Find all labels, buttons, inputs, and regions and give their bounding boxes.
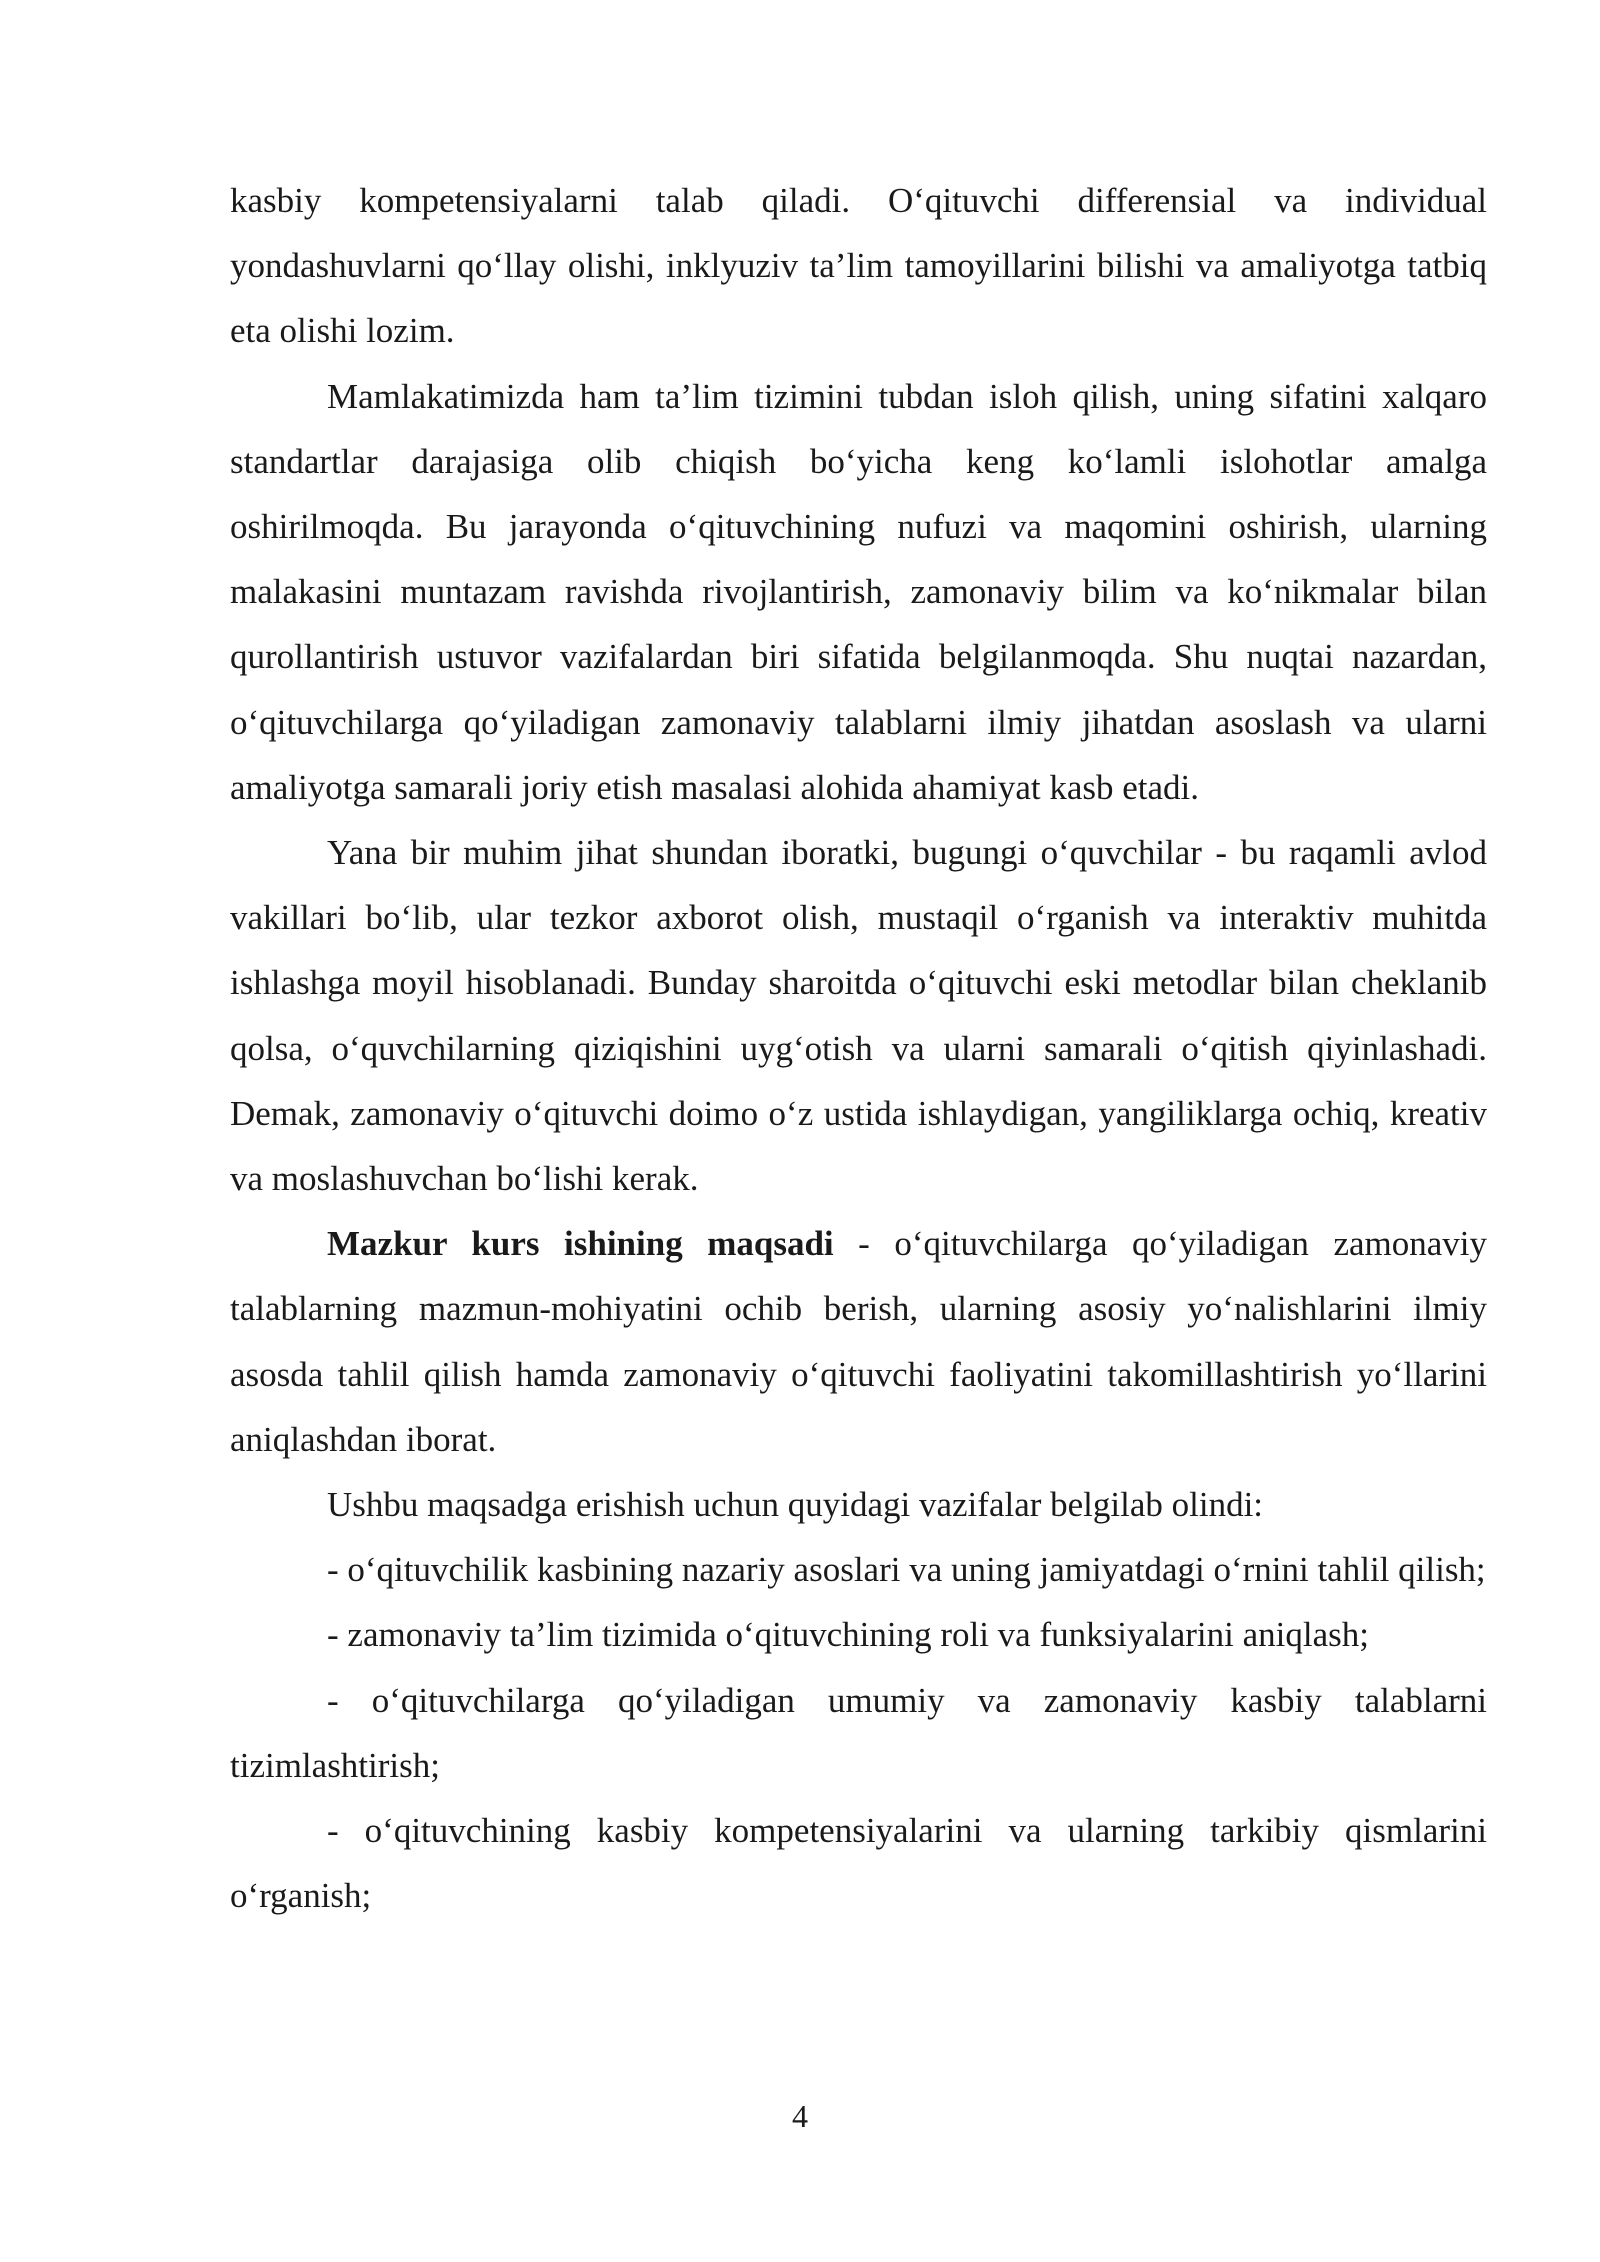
page-number: 4 (792, 2098, 808, 2134)
paragraph-continuation: kasbiy kompetensiyalarni talab qiladi. O‘qituvchi differensial va individual yondashuvlarni qo‘llay olishi, inklyuziv ta’lim tamoyillarini bilishi va amaliyotga tatbiq eta olishi lozim. (230, 181, 1487, 351)
task-item: - o‘qituvchilik kasbining nazariy asoslari va uning jamiyatdagi o‘rnini tahlil qilish; (327, 1550, 1486, 1590)
task-item: - zamonaviy ta’lim tizimida o‘qituvchining roli va funksiyalarini aniqlash; (327, 1615, 1369, 1655)
task-item: - o‘qituvchilarga qo‘yiladigan umumiy va zamonaviy kasbiy talablarni tizimlashtirish; (230, 1680, 1487, 1785)
document-page (230, 168, 1487, 1928)
paragraph-digital-generation: Yana bir muhim jihat shundan iboratki, bugungi o‘quvchilar - bu raqamli avlod vakillari bo‘lib, ular tezkor axborot olish, mustaqil o‘rganish va interaktiv muhitda ishlashga moyil hisoblanadi. Bunday sharoitda o‘qituvchi eski metodlar bilan cheklanib qolsa, o‘quvchilarning qiziqishini uyg‘otish va ularni samarali o‘qitish qiyinlashadi. Demak, zamonaviy o‘qituvchi doimo o‘z ustida ishlaydigan, yangiliklarga ochiq, kreativ va moslashuvchan bo‘lishi kerak. (230, 833, 1487, 1199)
course-goal-text: - o‘qituvchilarga qo‘yiladigan zamonaviy talablarning mazmun-mohiyatini ochib berish, ularning asosiy yo‘nalishlarini ilmiy asosda tahlil qilish hamda zamonaviy o‘qituvchi faoliyatini takomillashtirish yo‘llarini aniqlashdan iborat. (230, 1224, 1487, 1459)
course-goal-heading: Mazkur kurs ishining maqsadi (327, 1224, 834, 1264)
paragraph-reform: Mamlakatimizda ham ta’lim tizimini tubdan isloh qilish, uning sifatini xalqaro standartlar darajasiga olib chiqish bo‘yicha keng ko‘lamli islohotlar amalga oshirilmoqda. Bu jarayonda o‘qituvchining nufuzi va maqomini oshirish, ularning malakasini muntazam ravishda rivojlantirish, zamonaviy bilim va ko‘nikmalar bilan qurollantirish ustuvor vazifalardan biri sifatida belgilanmoqda. Shu nuqtai nazardan, o‘qituvchilarga qo‘yiladigan zamonaviy talablarni ilmiy jihatdan asoslash va ularni amaliyotga samarali joriy etish masalasi alohida ahamiyat kasb etadi. (230, 376, 1487, 807)
task-item: - o‘qituvchining kasbiy kompetensiyalarini va ularning tarkibiy qismlarini o‘rganish; (230, 1811, 1487, 1916)
paragraph-tasks-intro: Ushbu maqsadga erishish uchun quyidagi vazifalar belgilab olindi: (327, 1485, 1264, 1525)
paragraph-course-goal (230, 1211, 1487, 1472)
